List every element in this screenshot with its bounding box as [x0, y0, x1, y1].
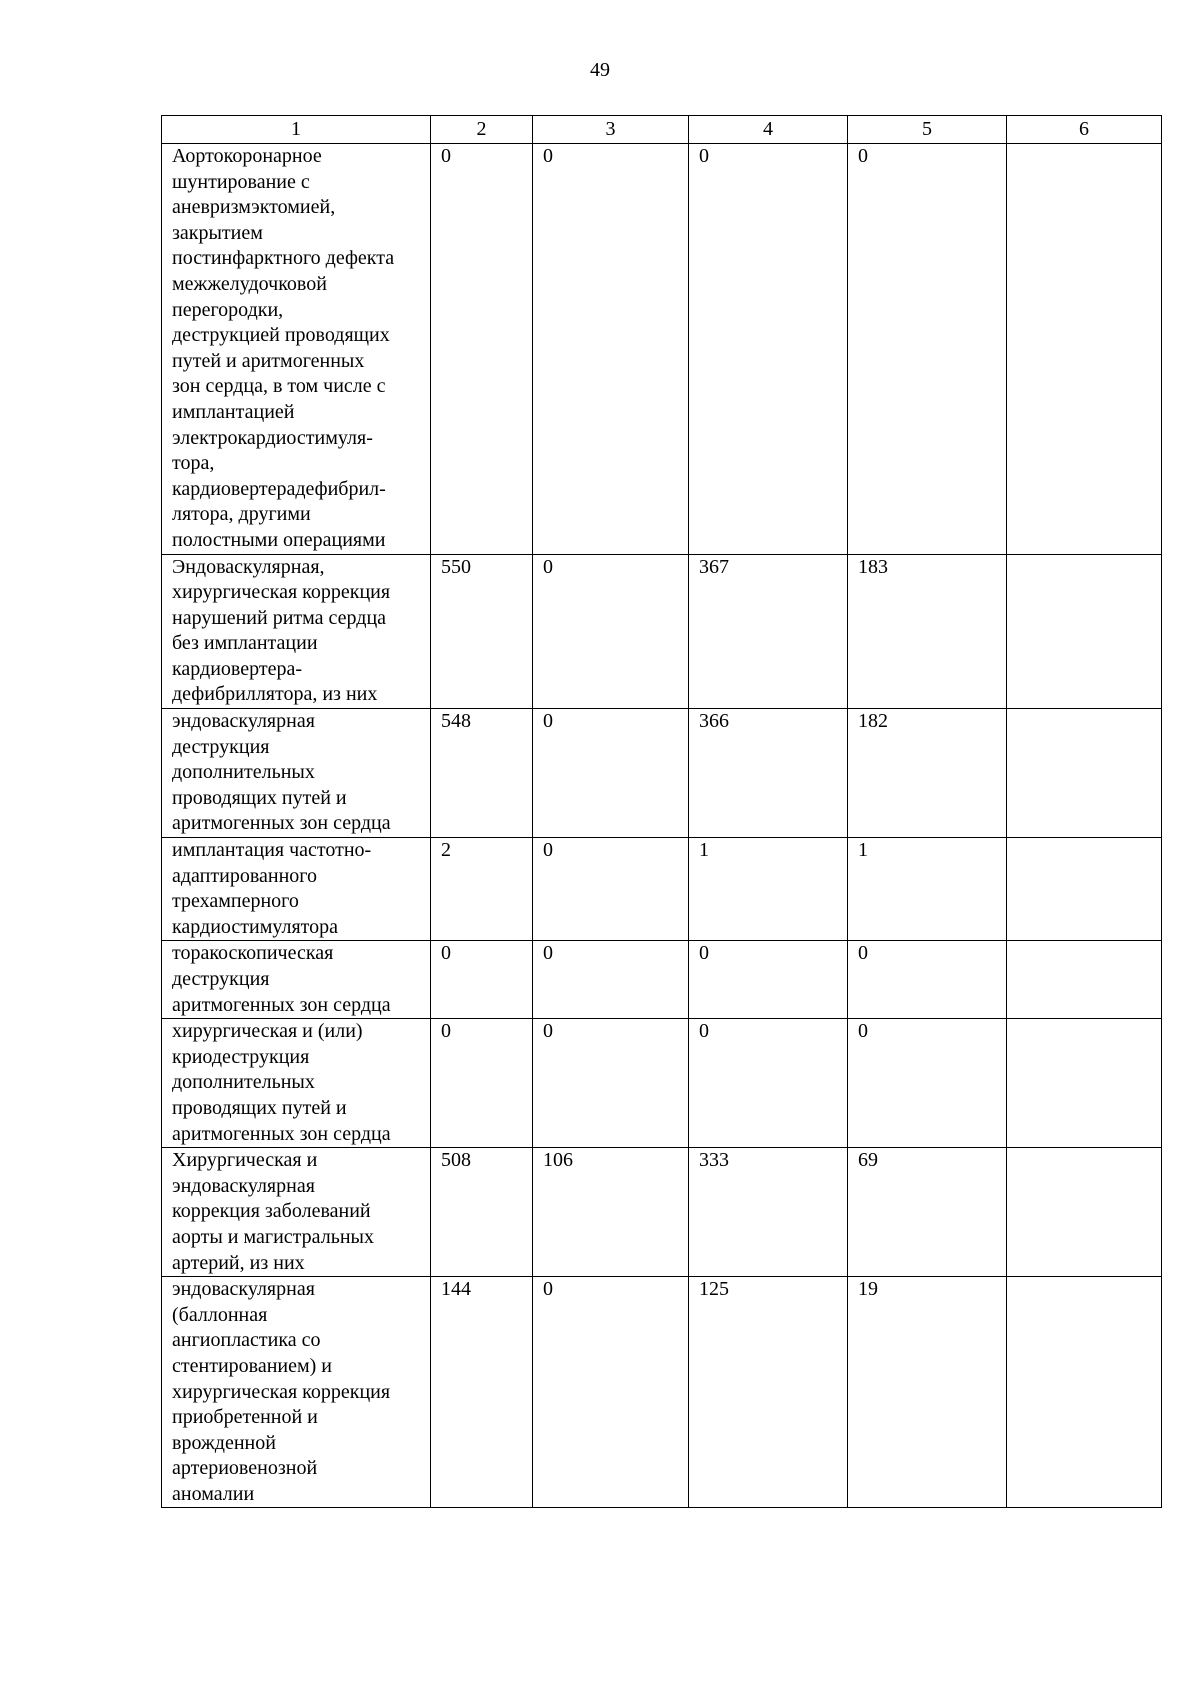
table-row: [162, 144, 1162, 555]
table-header-row: [162, 116, 1162, 144]
value-cell: 2: [431, 838, 533, 941]
row-name-cell: эндоваскулярная (баллонная ангиопластика со стентированием) и хирургическая коррекция приобретенной и врожденной артериовенозной аномалии: [162, 1277, 431, 1508]
value-cell: 69: [848, 1148, 1007, 1277]
value-cell: 125: [689, 1277, 848, 1508]
value-cell: 19: [848, 1277, 1007, 1508]
value-cell: 548: [431, 709, 533, 838]
value-cell: 508: [431, 1148, 533, 1277]
header-col-1: 1: [162, 116, 431, 144]
value-cell: 0: [848, 144, 1007, 555]
header-col-4: 4: [689, 116, 848, 144]
header-col-6: 6: [1007, 116, 1162, 144]
value-cell: 550: [431, 554, 533, 709]
page-number: 49: [590, 59, 610, 81]
table-row: [162, 1148, 1162, 1277]
value-cell: 0: [431, 941, 533, 1019]
table-row: [162, 709, 1162, 838]
value-cell: 0: [533, 941, 689, 1019]
value-cell: 0: [848, 941, 1007, 1019]
value-cell: 0: [533, 144, 689, 555]
value-cell: 106: [533, 1148, 689, 1277]
header-col-3: 3: [533, 116, 689, 144]
table-header: [162, 116, 1162, 144]
value-cell: 366: [689, 709, 848, 838]
table-row: [162, 941, 1162, 1019]
value-cell: 183: [848, 554, 1007, 709]
value-cell: [1007, 1019, 1162, 1148]
value-cell: [1007, 554, 1162, 709]
row-name-cell: Хирургическая и эндоваскулярная коррекция заболеваний аорты и магистральных артерий, из них: [162, 1148, 431, 1277]
value-cell: [1007, 709, 1162, 838]
value-cell: [1007, 1148, 1162, 1277]
table-row: [162, 1277, 1162, 1508]
table-row: [162, 838, 1162, 941]
table-row: [162, 1019, 1162, 1148]
value-cell: 0: [431, 144, 533, 555]
row-name-cell: эндоваскулярная деструкция дополнительных проводящих путей и аритмогенных зон сердца: [162, 709, 431, 838]
row-name-cell: торакоскопическая деструкция аритмогенных зон сердца: [162, 941, 431, 1019]
value-cell: 0: [533, 554, 689, 709]
value-cell: 0: [533, 838, 689, 941]
value-cell: 0: [533, 1277, 689, 1508]
value-cell: 0: [848, 1019, 1007, 1148]
row-name-cell: Аортокоронарное шунтирование с аневризмэктомией, закрытием постинфарктного дефекта межжелудочковой перегородки, деструкцией проводящих путей и аритмогенных зон сердца, в том числе с имплантацией электрокардиостимуля- тора, кардиовертерадефибрил- лятора, другими полостными операциями: [162, 144, 431, 555]
table-body: [162, 144, 1162, 1508]
header-col-5: 5: [848, 116, 1007, 144]
value-cell: 0: [431, 1019, 533, 1148]
table-row: [162, 554, 1162, 709]
data-table: [161, 115, 1162, 1508]
value-cell: 367: [689, 554, 848, 709]
value-cell: 1: [689, 838, 848, 941]
value-cell: 0: [689, 941, 848, 1019]
row-name-cell: хирургическая и (или) криодеструкция дополнительных проводящих путей и аритмогенных зон сердца: [162, 1019, 431, 1148]
value-cell: 0: [533, 1019, 689, 1148]
value-cell: [1007, 941, 1162, 1019]
header-col-2: 2: [431, 116, 533, 144]
value-cell: 182: [848, 709, 1007, 838]
value-cell: 333: [689, 1148, 848, 1277]
value-cell: 0: [689, 1019, 848, 1148]
value-cell: 1: [848, 838, 1007, 941]
value-cell: 0: [689, 144, 848, 555]
value-cell: [1007, 838, 1162, 941]
row-name-cell: Эндоваскулярная, хирургическая коррекция нарушений ритма сердца без имплантации кардиовертера- дефибриллятора, из них: [162, 554, 431, 709]
row-name-cell: имплантация частотно- адаптированного трехамперного кардиостимулятора: [162, 838, 431, 941]
value-cell: 0: [533, 709, 689, 838]
value-cell: 144: [431, 1277, 533, 1508]
value-cell: [1007, 1277, 1162, 1508]
value-cell: [1007, 144, 1162, 555]
